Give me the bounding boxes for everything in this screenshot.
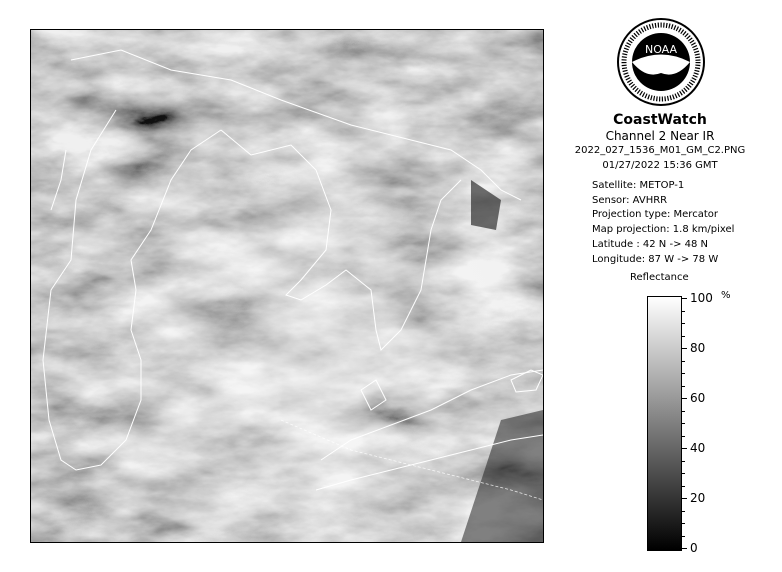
colorbar-minor-tick (682, 511, 685, 512)
projection-type-label: Projection type: (592, 209, 671, 220)
info-panel (560, 112, 760, 173)
sensor-row (592, 193, 667, 208)
colorbar-minor-tick (682, 461, 685, 462)
title: CoastWatch (613, 112, 707, 128)
satellite-label: Satellite: (592, 180, 637, 191)
longitude-row (592, 252, 718, 267)
colorbar-minor-tick (682, 548, 685, 549)
colorbar (647, 296, 682, 551)
colorbar-minor-tick (682, 386, 685, 387)
map-projection-label: Map projection: (592, 224, 670, 235)
colorbar-minor-tick (682, 361, 685, 362)
colorbar-minor-tick (682, 298, 685, 299)
colorbar-unit: % (721, 290, 731, 301)
channel-label: Channel 2 Near IR (605, 129, 715, 143)
colorbar-minor-tick (682, 436, 685, 437)
colorbar-minor-tick (682, 411, 685, 412)
colorbar-minor-tick (682, 323, 685, 324)
colorbar-tick-label: 20 (690, 491, 706, 505)
longitude-label: Longitude: (592, 254, 646, 265)
latitude-label: Latitude : (592, 239, 640, 250)
satellite-value: METOP-1 (639, 180, 685, 191)
colorbar-minor-tick (682, 423, 685, 424)
filename: 2022_027_1536_M01_GM_C2.PNG (574, 145, 746, 156)
colorbar-minor-tick (682, 348, 685, 349)
projection-type-value: Mercator (673, 209, 718, 220)
colorbar-tick-label: 80 (690, 341, 706, 355)
colorbar-title: Reflectance (630, 272, 689, 283)
colorbar-minor-tick (682, 473, 685, 474)
colorbar-tick-label: 100 (690, 291, 713, 305)
satellite-map (30, 29, 544, 543)
longitude-value: 87 W -> 78 W (648, 254, 719, 265)
sensor-value: AVHRR (632, 195, 668, 206)
logo-wordmark: NOAA (644, 43, 678, 56)
sensor-label: Sensor: (592, 195, 630, 206)
colorbar-minor-tick (682, 486, 685, 487)
cloud-brightness (31, 30, 543, 542)
colorbar-minor-tick (682, 523, 685, 524)
latitude-row (592, 237, 708, 252)
colorbar-tick-label: 60 (690, 391, 706, 405)
satellite-row (592, 178, 684, 193)
colorbar-minor-tick (682, 536, 685, 537)
colorbar-minor-tick (682, 311, 685, 312)
map-projection-row (592, 222, 734, 237)
colorbar-tick-label: 40 (690, 441, 706, 455)
colorbar-minor-tick (682, 498, 685, 499)
datetime: 01/27/2022 15:36 GMT (602, 160, 718, 171)
noaa-logo (616, 17, 706, 107)
latitude-value: 42 N -> 48 N (642, 239, 709, 250)
projection-type-row (592, 207, 718, 222)
colorbar-minor-tick (682, 373, 685, 374)
colorbar-tick-label: 0 (690, 541, 698, 555)
colorbar-minor-tick (682, 398, 685, 399)
colorbar-minor-tick (682, 336, 685, 337)
map-projection-value: 1.8 km/pixel (672, 224, 735, 235)
colorbar-minor-tick (682, 448, 685, 449)
